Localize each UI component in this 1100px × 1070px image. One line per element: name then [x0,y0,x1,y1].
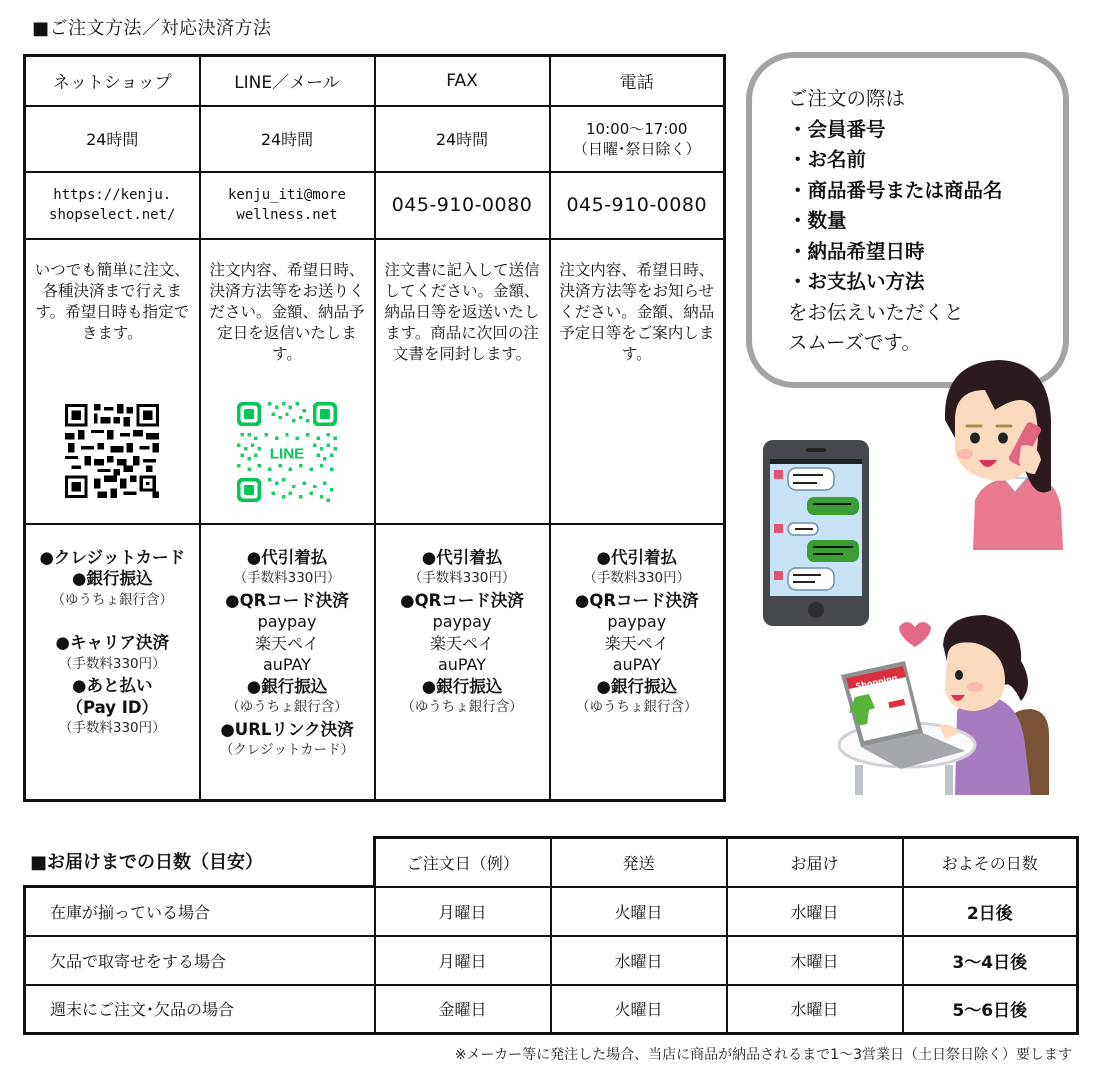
payment-method-item: ●QRコード決済 [400,590,524,610]
qr-code-icon[interactable] [65,404,159,498]
header-ship: 発送 [551,838,727,887]
order-day: 金曜日 [375,985,551,1034]
header-order-day: ご注文日（例） [375,838,551,887]
delivery-section-title: ■お届けまでの日数（目安） [30,852,264,873]
payment-method-item: 楽天ペイ [254,633,319,653]
payment-method-item: auPAY [612,655,661,674]
header-deliver: お届け [727,838,903,887]
desc-fax-cell [375,239,550,524]
approx-days: 5～6日後 [903,985,1078,1034]
hours-fax: 24時間 [375,106,550,172]
payment-method-item: ●銀行振込 [246,676,328,696]
order-day: 月曜日 [375,887,551,936]
payment-method-item: ●銀行振込 [596,676,677,696]
delivery-footnote: ※メーカー等に発注した場合、当店に商品が納品されるまで1～3営業日（土日祭日除く）要します [454,1047,1072,1063]
deliver-day: 水曜日 [727,985,903,1034]
woman-shopping-laptop-icon [835,615,1057,795]
bubble-item-payment: ・お支払い方法 [788,270,925,293]
payment-method-item: （手数料330円） [58,655,166,672]
desc-line-mail: 注文内容、希望日時、決済方法等をお送りください。金額、納品予定日を返信いたします。 [209,260,365,363]
ship-day: 火曜日 [551,887,727,936]
email-link[interactable] [200,172,375,239]
line-qr-label: LINE [269,445,305,463]
ship-day: 火曜日 [551,985,727,1034]
payment-method-item: （手数料330円） [583,570,691,586]
laptop-screen-label: Shopping [854,673,899,692]
delivery-row [25,887,1078,936]
header-net-shop: ネットショップ [25,56,200,106]
case-label: 週末にご注文･欠品の場合 [25,985,375,1034]
payment-method-item: ●クレジットカード [39,547,185,567]
payment-method-item: ●銀行振込 [421,676,503,696]
woman-on-phone-icon [925,350,1075,550]
payment-method-item: ●URLリンク決済 [220,719,354,739]
payment-method-item: 楽天ペイ [429,633,494,653]
payment-method-item: （ゆうちょ銀行含） [576,699,698,715]
desc-phone-cell [550,239,725,524]
payment-method-item: auPAY [262,655,312,674]
payment-method-item: （手数料330円） [58,720,166,736]
bubble-item-quantity: ・数量 [788,209,847,232]
order-info-bubble [746,52,1069,388]
payment-method-item: ●QRコード決済 [225,590,349,610]
payment-method-item: （ゆうちょ銀行含） [51,591,173,608]
delivery-title-cell [25,838,375,887]
payment-method-item: （Pay ID） [66,697,159,717]
approx-days: 2日後 [903,887,1078,936]
payment-method-item: （ゆうちょ銀行含） [226,699,348,715]
bubble-item-name: ・お名前 [788,148,867,171]
payments-phone [550,524,725,801]
method-header-row [25,56,725,106]
payments-line-mail [200,524,375,801]
shop-url-line-1: https://kenju. [53,187,172,203]
email-line-1: kenju_iti@more [227,187,346,203]
payment-method-item: ●銀行振込 [72,569,153,588]
delivery-row [25,985,1078,1034]
payments-net-shop [25,524,200,801]
delivery-row [25,936,1078,985]
deliver-day: 木曜日 [727,936,903,985]
contact-row [25,172,725,239]
desc-phone: 注文内容、希望日時、決済方法等をお知らせください。金額、納品予定日等をご案内します。 [559,260,715,363]
bubble-outro-2: スムーズです。 [788,331,921,354]
deliver-day: 水曜日 [727,887,903,936]
case-label: 欠品で取寄せをする場合 [25,936,375,985]
payment-method-item: auPAY [437,655,487,674]
fax-number[interactable]: 045-910-0080 [375,172,550,239]
shop-url-link[interactable] [25,172,200,239]
header-phone: 電話 [550,56,725,106]
order-section-title: ■ご注文方法／対応決済方法 [32,18,272,39]
desc-net-shop: いつでも簡単に注文、各種決済まで行えます。希望日時も指定できます。 [34,260,190,342]
order-methods-table [23,54,726,802]
desc-fax: 注文書に記入して送信してください。金額、納品日等を返送いたします。商品に次回の注文書を同封します。 [384,260,540,363]
hours-row [25,106,725,172]
hours-phone [550,106,725,172]
bubble-item-product: ・商品番号または商品名 [788,178,1003,202]
shop-url-line-2: shopselect.net/ [49,207,176,223]
header-days: およその日数 [903,838,1078,887]
payment-method-item: 楽天ペイ [604,633,669,653]
payment-method-item: paypay [607,612,667,631]
payment-method-item: ●QRコード決済 [574,590,699,610]
payment-method-item: paypay [257,612,317,631]
delivery-days-table [23,836,1079,1035]
payment-method-item: ●キャリア決済 [55,633,169,652]
order-day: 月曜日 [375,936,551,985]
bubble-item-member-number: ・会員番号 [788,117,886,141]
hours-line-mail: 24時間 [200,106,375,172]
bubble-intro: ご注文の際は [788,87,906,110]
payment-method-item: （ゆうちょ銀行含） [401,699,523,715]
payment-method-item: （手数料330円） [233,570,341,586]
hours-phone-time: 10:00～17:00 [586,119,688,138]
payment-method-item: ●代引着払 [596,547,677,567]
header-fax: FAX [375,56,550,106]
ship-day: 水曜日 [551,936,727,985]
payment-spacer [28,611,197,632]
payment-row [25,524,725,801]
email-line-2: wellness.net [236,207,338,223]
desc-line-mail-cell [200,239,375,524]
description-row [25,239,725,524]
hours-phone-note: （日曜･祭日除く） [572,139,701,158]
payment-method-item: paypay [432,612,492,631]
desc-net-shop-cell [25,239,200,524]
phone-number[interactable]: 045-910-0080 [550,172,725,239]
header-line-mail: LINE／メール [200,56,375,106]
smartphone-chat-icon [763,440,869,626]
approx-days: 3～4日後 [903,936,1078,985]
hours-net-shop: 24時間 [25,106,200,172]
payment-method-item: （クレジットカード） [219,742,355,758]
payment-method-item: ●代引着払 [246,547,328,567]
delivery-header-row [25,838,1078,887]
bubble-outro-1: をお伝えいただくと [788,300,964,324]
payments-fax [375,524,550,801]
bubble-item-delivery-date: ・納品希望日時 [788,239,925,263]
payment-method-item: （手数料330円） [408,570,516,586]
payment-method-item: ●あと払い [72,676,153,695]
payment-method-item: ●代引着払 [421,547,503,567]
line-qr-code-icon[interactable] [237,402,337,502]
case-label: 在庫が揃っている場合 [25,887,375,936]
